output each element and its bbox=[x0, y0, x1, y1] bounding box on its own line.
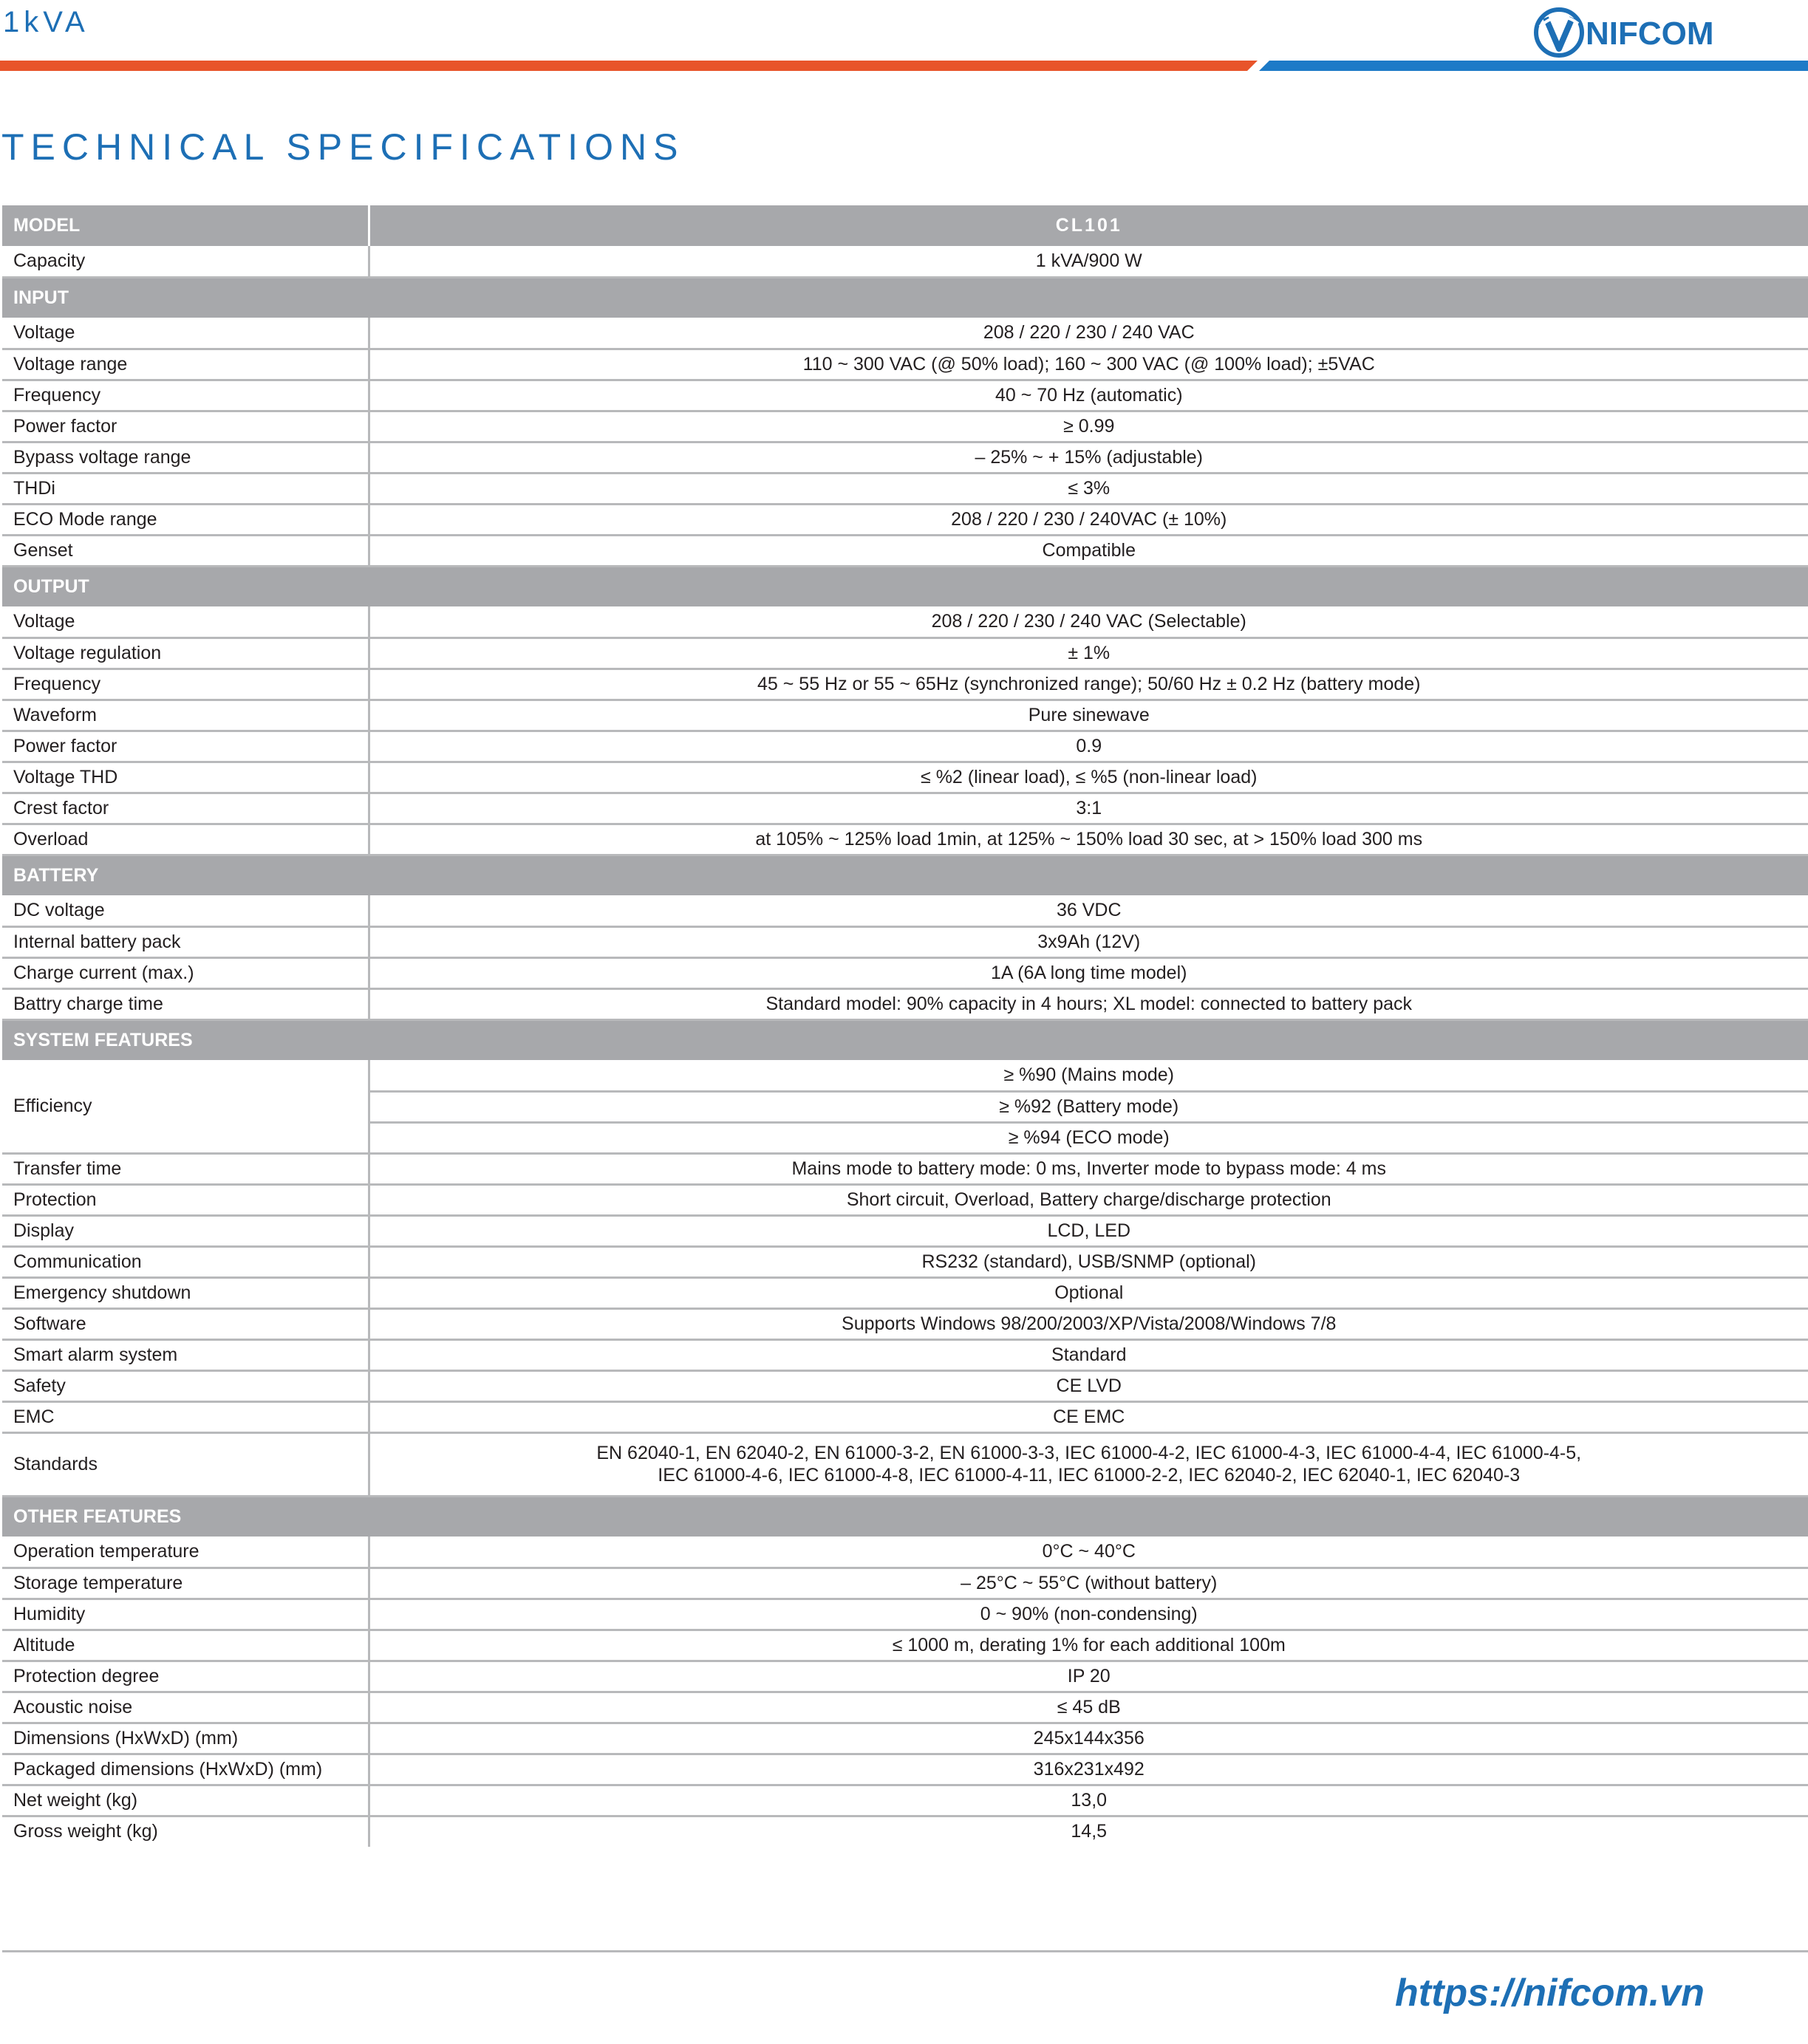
row-value: CE LVD bbox=[369, 1370, 1808, 1401]
row-value: ≥ %94 (ECO mode) bbox=[369, 1122, 1808, 1153]
table-row bbox=[2, 762, 1808, 793]
row-value: 316x231x492 bbox=[369, 1754, 1808, 1785]
row-label: ECO Mode range bbox=[2, 504, 369, 535]
section-header-battery bbox=[2, 855, 1808, 895]
section-header-label: BATTERY bbox=[2, 855, 1808, 895]
row-value: ≤ %2 (linear load), ≤ %5 (non-linear load) bbox=[369, 762, 1808, 793]
row-label: Frequency bbox=[2, 380, 369, 411]
table-row bbox=[2, 535, 1808, 566]
row-value: CE EMC bbox=[369, 1401, 1808, 1432]
table-row bbox=[2, 380, 1808, 411]
row-label: Packaged dimensions (HxWxD) (mm) bbox=[2, 1754, 369, 1785]
table-row bbox=[2, 1692, 1808, 1723]
footer-url-link[interactable]: https://nifcom.vn bbox=[1395, 1972, 1705, 2014]
row-label: DC voltage bbox=[2, 895, 369, 926]
section-title: TECHNICAL SPECIFICATIONS bbox=[1, 126, 685, 168]
row-value: – 25°C ~ 55°C (without battery) bbox=[369, 1568, 1808, 1599]
row-label: Acoustic noise bbox=[2, 1692, 369, 1723]
row-value: – 25% ~ + 15% (adjustable) bbox=[369, 442, 1808, 473]
table-row bbox=[2, 1785, 1808, 1816]
section-header-output bbox=[2, 566, 1808, 606]
table-row bbox=[2, 793, 1808, 824]
row-value: LCD, LED bbox=[369, 1215, 1808, 1246]
row-label: Battry charge time bbox=[2, 988, 369, 1019]
row-value: ≥ %92 (Battery mode) bbox=[369, 1091, 1808, 1122]
row-value: 1A (6A long time model) bbox=[369, 957, 1808, 988]
row-label: Efficiency bbox=[2, 1060, 369, 1153]
table-row bbox=[2, 1370, 1808, 1401]
row-value: 0°C ~ 40°C bbox=[369, 1537, 1808, 1568]
model-value: CL101 bbox=[369, 205, 1808, 246]
row-label: Altitude bbox=[2, 1630, 369, 1661]
table-row bbox=[2, 246, 1808, 277]
header-bar-orange bbox=[0, 61, 1258, 71]
section-header-input bbox=[2, 277, 1808, 318]
row-label: Humidity bbox=[2, 1599, 369, 1630]
row-label: Internal battery pack bbox=[2, 926, 369, 957]
table-row bbox=[2, 1153, 1808, 1184]
table-row bbox=[2, 1599, 1808, 1630]
table-row bbox=[2, 504, 1808, 535]
row-value: 13,0 bbox=[369, 1785, 1808, 1816]
table-row bbox=[2, 1215, 1808, 1246]
table-row bbox=[2, 1754, 1808, 1785]
table-row bbox=[2, 926, 1808, 957]
table-row bbox=[2, 318, 1808, 349]
row-label: Software bbox=[2, 1308, 369, 1339]
section-header-label: SYSTEM FEATURES bbox=[2, 1019, 1808, 1060]
table-row bbox=[2, 1277, 1808, 1308]
standards-line-2: IEC 61000-4-6, IEC 61000-4-8, IEC 61000-4-11, IEC 61000-2-2, IEC 62040-2, IEC 62040-1, IEC 62040-3 bbox=[658, 1465, 1521, 1486]
row-value: Standard model: 90% capacity in 4 hours; XL model: connected to battery pack bbox=[369, 988, 1808, 1019]
row-label: Bypass voltage range bbox=[2, 442, 369, 473]
table-row bbox=[2, 895, 1808, 926]
row-value: 45 ~ 55 Hz or 55 ~ 65Hz (synchronized range); 50/60 Hz ± 0.2 Hz (battery mode) bbox=[369, 669, 1808, 700]
row-value: RS232 (standard), USB/SNMP (optional) bbox=[369, 1246, 1808, 1277]
section-header-system bbox=[2, 1019, 1808, 1060]
row-label: Power factor bbox=[2, 411, 369, 442]
table-row bbox=[2, 1401, 1808, 1432]
header-bar-blue bbox=[1259, 61, 1808, 71]
row-label: Crest factor bbox=[2, 793, 369, 824]
table-row bbox=[2, 606, 1808, 638]
row-label: THDi bbox=[2, 473, 369, 504]
doc-title: 1kVA bbox=[3, 6, 89, 38]
row-label: Smart alarm system bbox=[2, 1339, 369, 1370]
row-label: Voltage range bbox=[2, 349, 369, 380]
table-row bbox=[2, 700, 1808, 731]
row-value: at 105% ~ 125% load 1min, at 125% ~ 150% load 30 sec, at > 150% load 300 ms bbox=[369, 824, 1808, 855]
row-value: ≤ 1000 m, derating 1% for each additional 100m bbox=[369, 1630, 1808, 1661]
row-label: Emergency shutdown bbox=[2, 1277, 369, 1308]
table-row bbox=[2, 411, 1808, 442]
row-value: Compatible bbox=[369, 535, 1808, 566]
model-row bbox=[2, 205, 1808, 246]
row-value: 208 / 220 / 230 / 240 VAC (Selectable) bbox=[369, 606, 1808, 638]
row-label: Frequency bbox=[2, 669, 369, 700]
section-header-label: INPUT bbox=[2, 277, 1808, 318]
row-value: Mains mode to battery mode: 0 ms, Inverter mode to bypass mode: 4 ms bbox=[369, 1153, 1808, 1184]
table-row bbox=[2, 1339, 1808, 1370]
table-row bbox=[2, 1816, 1808, 1847]
table-end-rule bbox=[2, 1950, 1808, 1952]
row-value: ≥ 0.99 bbox=[369, 411, 1808, 442]
row-label: Overload bbox=[2, 824, 369, 855]
row-label: Capacity bbox=[2, 246, 369, 277]
row-value: ≤ 45 dB bbox=[369, 1692, 1808, 1723]
logo-text: NIFCOM bbox=[1586, 16, 1714, 52]
row-label: Genset bbox=[2, 535, 369, 566]
row-value: 3x9Ah (12V) bbox=[369, 926, 1808, 957]
row-label: EMC bbox=[2, 1401, 369, 1432]
section-header-label: OUTPUT bbox=[2, 566, 1808, 606]
row-label: Safety bbox=[2, 1370, 369, 1401]
table-row bbox=[2, 1723, 1808, 1754]
row-label: Power factor bbox=[2, 731, 369, 762]
table-row bbox=[2, 1661, 1808, 1692]
row-value: 208 / 220 / 230 / 240 VAC bbox=[369, 318, 1808, 349]
row-label: Standards bbox=[2, 1432, 369, 1496]
row-label: Transfer time bbox=[2, 1153, 369, 1184]
table-row bbox=[2, 1537, 1808, 1568]
row-value: 36 VDC bbox=[369, 895, 1808, 926]
row-value: ≤ 3% bbox=[369, 473, 1808, 504]
row-label: Dimensions (HxWxD) (mm) bbox=[2, 1723, 369, 1754]
row-label: Display bbox=[2, 1215, 369, 1246]
row-label: Voltage THD bbox=[2, 762, 369, 793]
row-label: Gross weight (kg) bbox=[13, 1821, 158, 1842]
section-header-other bbox=[2, 1496, 1808, 1537]
table-row bbox=[2, 1060, 1808, 1091]
table-row bbox=[2, 669, 1808, 700]
row-label: Storage temperature bbox=[2, 1568, 369, 1599]
row-value: 14,5 bbox=[369, 1816, 1808, 1847]
row-value: Optional bbox=[369, 1277, 1808, 1308]
row-value: Pure sinewave bbox=[369, 700, 1808, 731]
row-value bbox=[369, 1432, 1808, 1496]
table-row bbox=[2, 824, 1808, 855]
table-row bbox=[2, 1568, 1808, 1599]
table-row bbox=[2, 1630, 1808, 1661]
spec-table bbox=[2, 205, 1808, 1847]
table-row bbox=[2, 638, 1808, 669]
row-value: IP 20 bbox=[369, 1661, 1808, 1692]
row-label: Protection bbox=[2, 1184, 369, 1215]
table-row bbox=[2, 1308, 1808, 1339]
row-value: Supports Windows 98/200/2003/XP/Vista/2008/Windows 7/8 bbox=[369, 1308, 1808, 1339]
table-row bbox=[2, 1184, 1808, 1215]
model-label: MODEL bbox=[2, 205, 369, 246]
row-label: Communication bbox=[2, 1246, 369, 1277]
row-value: Short circuit, Overload, Battery charge/discharge protection bbox=[369, 1184, 1808, 1215]
row-value: 3:1 bbox=[369, 793, 1808, 824]
row-value: 40 ~ 70 Hz (automatic) bbox=[369, 380, 1808, 411]
row-label: Voltage bbox=[2, 318, 369, 349]
row-value: 208 / 220 / 230 / 240VAC (± 10%) bbox=[369, 504, 1808, 535]
nifcom-logo bbox=[1531, 1, 1760, 62]
row-value: 1 kVA/900 W bbox=[369, 246, 1808, 277]
row-value: ≥ %90 (Mains mode) bbox=[369, 1060, 1808, 1091]
table-row bbox=[2, 731, 1808, 762]
table-row bbox=[2, 473, 1808, 504]
row-value: 0 ~ 90% (non-condensing) bbox=[369, 1599, 1808, 1630]
row-value: ± 1% bbox=[369, 638, 1808, 669]
table-row bbox=[2, 957, 1808, 988]
row-value: Standard bbox=[369, 1339, 1808, 1370]
table-row bbox=[2, 442, 1808, 473]
row-label: Waveform bbox=[2, 700, 369, 731]
row-label: Operation temperature bbox=[2, 1537, 369, 1568]
table-row bbox=[2, 1432, 1808, 1496]
row-value: 0.9 bbox=[369, 731, 1808, 762]
section-header-label: OTHER FEATURES bbox=[2, 1496, 1808, 1537]
row-label: Protection degree bbox=[2, 1661, 369, 1692]
row-value: 245x144x356 bbox=[369, 1723, 1808, 1754]
row-label: Net weight (kg) bbox=[2, 1785, 369, 1816]
table-row bbox=[2, 988, 1808, 1019]
row-label: Charge current (max.) bbox=[2, 957, 369, 988]
table-row bbox=[2, 1246, 1808, 1277]
row-value: 110 ~ 300 VAC (@ 50% load); 160 ~ 300 VAC (@ 100% load); ±5VAC bbox=[369, 349, 1808, 380]
row-label: Voltage bbox=[2, 606, 369, 638]
table-row bbox=[2, 349, 1808, 380]
standards-line-1: EN 62040-1, EN 62040-2, EN 61000-3-2, EN 61000-3-3, IEC 61000-4-2, IEC 61000-4-3, IEC 61000-4-4, IEC 61000-4-5, bbox=[596, 1443, 1582, 1463]
row-label: Voltage regulation bbox=[2, 638, 369, 669]
